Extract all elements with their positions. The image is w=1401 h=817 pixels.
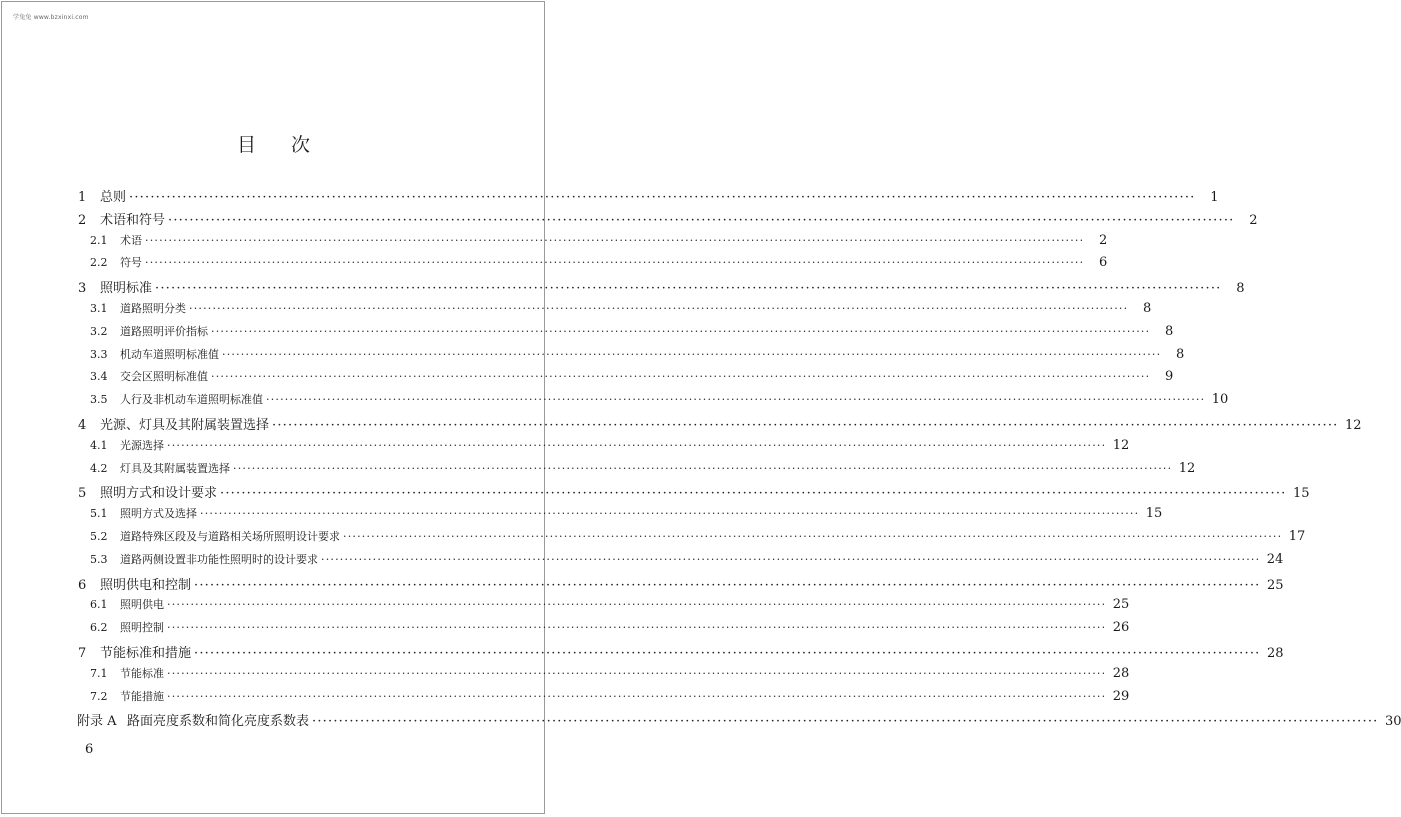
toc-leader-dots: ········································································································································································································ [167, 598, 1107, 612]
toc-entry[interactable] [90, 391, 1229, 413]
toc-entry-page: 15 [1292, 486, 1310, 502]
title-char-2: 次 [291, 134, 312, 156]
toc-entry[interactable] [90, 596, 1130, 618]
toc-entry-number: 3.1 [90, 302, 108, 315]
toc-entry-number: 附录 A [77, 714, 117, 730]
toc-entry-label: 节能标准 [120, 666, 164, 680]
toc-leader-dots: ········································································································································································································ [211, 324, 1151, 338]
toc-entry[interactable] [78, 277, 1245, 299]
toc-entry[interactable] [90, 665, 1130, 687]
toc-entry-label: 照明方式及选择 [120, 507, 197, 521]
toc-entry-page: 1 [1210, 190, 1219, 205]
toc-entry-page: 15 [1145, 506, 1163, 522]
toc-leader-dots: ········································································································································································································ [194, 577, 1261, 593]
toc-entry[interactable] [90, 300, 1152, 322]
toc-entry-page: 25 [1112, 597, 1130, 613]
toc-entry-number: 4.1 [90, 438, 108, 452]
toc-leader-dots: ········································································································································································································ [167, 666, 1107, 680]
toc-entry-number: 7.2 [90, 689, 108, 703]
toc-entry-page: 8 [1176, 346, 1185, 362]
toc-leader-dots: ········································································································································································································ [220, 486, 1287, 502]
toc-entry-number: 6.1 [90, 598, 108, 612]
toc-entry[interactable] [78, 414, 1362, 436]
toc-entry-page: 12 [1112, 437, 1130, 453]
toc-leader-dots: ········································································································································································································ [145, 256, 1085, 270]
toc-entry-label: 交会区照明标准值 [120, 370, 208, 384]
toc-entry[interactable] [90, 232, 1108, 254]
toc-entry[interactable] [90, 437, 1130, 459]
toc-entry-label: 照明标准 [100, 281, 153, 297]
toc-entry-page: 26 [1112, 620, 1130, 636]
toc-entry-number: 3.5 [90, 393, 108, 407]
toc-entry-number: 2.2 [90, 256, 108, 270]
watermark: 学兔兔 www.bzxinxi.com [13, 14, 89, 21]
toc-leader-dots: ········································································································································································································ [167, 689, 1107, 703]
toc-entry[interactable] [78, 482, 1310, 504]
toc-entry-label: 人行及非机动车道照明标准值 [120, 393, 263, 407]
toc-entry-page: 28 [1266, 646, 1284, 661]
toc-entry-label: 路面亮度系数和简化亮度系数表 [127, 714, 310, 730]
toc-entry-number: 5.1 [90, 507, 108, 521]
toc-entry-label: 道路特殊区段及与道路相关场所照明设计要求 [120, 530, 340, 543]
page-number: 6 [85, 742, 94, 757]
toc-entry-label: 照明控制 [120, 621, 164, 635]
toc-leader-dots: ········································································································································································································ [266, 393, 1206, 407]
title-char-1: 目 [236, 134, 257, 156]
toc-entry-number: 3.4 [90, 370, 108, 384]
toc-entry-label: 道路两侧设置非功能性照明时的设计要求 [120, 552, 318, 566]
toc-entry[interactable] [90, 528, 1306, 550]
toc-entry-label: 符号 [120, 256, 142, 270]
toc-leader-dots: ········································································································································································································ [312, 714, 1379, 730]
toc-entry-page: 10 [1211, 392, 1229, 408]
toc-entry[interactable] [77, 710, 1401, 732]
toc-leader-dots: ········································································································································································································ [200, 507, 1140, 521]
toc-entry-label: 节能标准和措施 [100, 646, 192, 661]
toc-entry-number: 2 [78, 212, 87, 228]
toc-leader-dots: ········································································································································································································ [272, 418, 1339, 433]
toc-entry-label: 术语 [120, 233, 142, 247]
toc-entry[interactable] [90, 688, 1130, 710]
toc-entry-number: 5.3 [90, 552, 108, 566]
toc-entry-label: 光源选择 [120, 438, 164, 452]
toc-entry-label: 照明供电和控制 [100, 577, 192, 593]
toc-entry-page: 9 [1165, 369, 1174, 385]
toc-entry-label: 总则 [100, 190, 127, 205]
toc-entry[interactable] [90, 460, 1196, 482]
toc-entry-page: 25 [1266, 577, 1284, 593]
toc-leader-dots: ········································································································································································································ [145, 233, 1085, 247]
toc-entry-page: 17 [1288, 529, 1306, 544]
toc-leader-dots: ········································································································································································································ [194, 646, 1261, 661]
toc-entry-label: 照明供电 [120, 598, 164, 612]
toc-entry-page: 12 [1178, 460, 1196, 476]
toc-entry-page: 24 [1266, 551, 1284, 567]
toc-leader-dots: ········································································································································································································ [129, 190, 1196, 205]
toc-entry-number: 4 [78, 418, 87, 433]
toc-leader-dots: ········································································································································································································ [211, 370, 1151, 384]
toc-entry[interactable] [90, 254, 1108, 276]
toc-entry[interactable] [78, 642, 1284, 664]
toc-entry-page: 28 [1112, 665, 1130, 681]
toc-leader-dots: ········································································································································································································ [222, 347, 1162, 361]
toc-entry-label: 机动车道照明标准值 [120, 347, 219, 361]
toc-entry-page: 12 [1344, 418, 1362, 433]
toc-entry-label: 光源、灯具及其附属装置选择 [100, 418, 270, 433]
toc-entry-number: 2.1 [90, 233, 108, 247]
toc-entry-number: 5.2 [90, 530, 108, 543]
toc-leader-dots: ········································································································································································································ [189, 302, 1129, 315]
toc-entry[interactable] [90, 346, 1185, 368]
toc-entry-number: 5 [78, 486, 87, 502]
toc-entry-number: 3.3 [90, 347, 108, 361]
toc-entry[interactable] [78, 574, 1284, 596]
toc-leader-dots: ········································································································································································································ [168, 212, 1235, 228]
toc-entry-page: 8 [1165, 323, 1174, 339]
page-title [0, 130, 548, 157]
toc-entry-label: 灯具及其附属装置选择 [120, 461, 230, 475]
toc-entry[interactable] [90, 619, 1130, 641]
toc-leader-dots: ········································································································································································································ [155, 281, 1222, 297]
toc-entry-label: 道路照明分类 [120, 302, 186, 315]
toc-entry[interactable] [90, 551, 1284, 573]
toc-leader-dots: ········································································································································································································ [321, 552, 1261, 566]
toc-entry-number: 4.2 [90, 461, 108, 475]
toc-leader-dots: ········································································································································································································ [233, 461, 1173, 475]
toc-leader-dots: ········································································································································································································ [343, 530, 1283, 543]
toc-entry-page: 8 [1236, 281, 1245, 297]
toc-entry[interactable] [90, 505, 1163, 527]
toc-entry-page: 2 [1099, 232, 1108, 248]
toc-entry-page: 8 [1143, 301, 1152, 316]
toc-entry-label: 节能措施 [120, 689, 164, 703]
toc-entry-label: 照明方式和设计要求 [100, 486, 218, 502]
toc-entry-number: 3 [78, 281, 87, 297]
toc-entry-page: 6 [1099, 255, 1108, 271]
toc-entry-number: 6.2 [90, 621, 108, 635]
toc-entry-page: 2 [1249, 212, 1258, 228]
toc-entry-number: 7.1 [90, 666, 108, 680]
toc-leader-dots: ········································································································································································································ [167, 621, 1107, 635]
toc-entry-page: 30 [1384, 714, 1401, 730]
toc-entry[interactable] [78, 186, 1219, 208]
toc-entry-number: 1 [78, 190, 87, 205]
toc-leader-dots: ········································································································································································································ [167, 438, 1107, 452]
toc-entry-number: 3.2 [90, 324, 108, 338]
toc-entry[interactable] [90, 368, 1174, 390]
toc-entry-label: 术语和符号 [100, 212, 166, 228]
toc-entry-number: 6 [78, 577, 87, 593]
toc-entry-page: 29 [1112, 688, 1130, 704]
toc-entry-label: 道路照明评价指标 [120, 324, 208, 338]
toc-entry[interactable] [78, 209, 1258, 231]
toc-entry-number: 7 [78, 646, 87, 661]
toc-entry[interactable] [90, 323, 1174, 345]
